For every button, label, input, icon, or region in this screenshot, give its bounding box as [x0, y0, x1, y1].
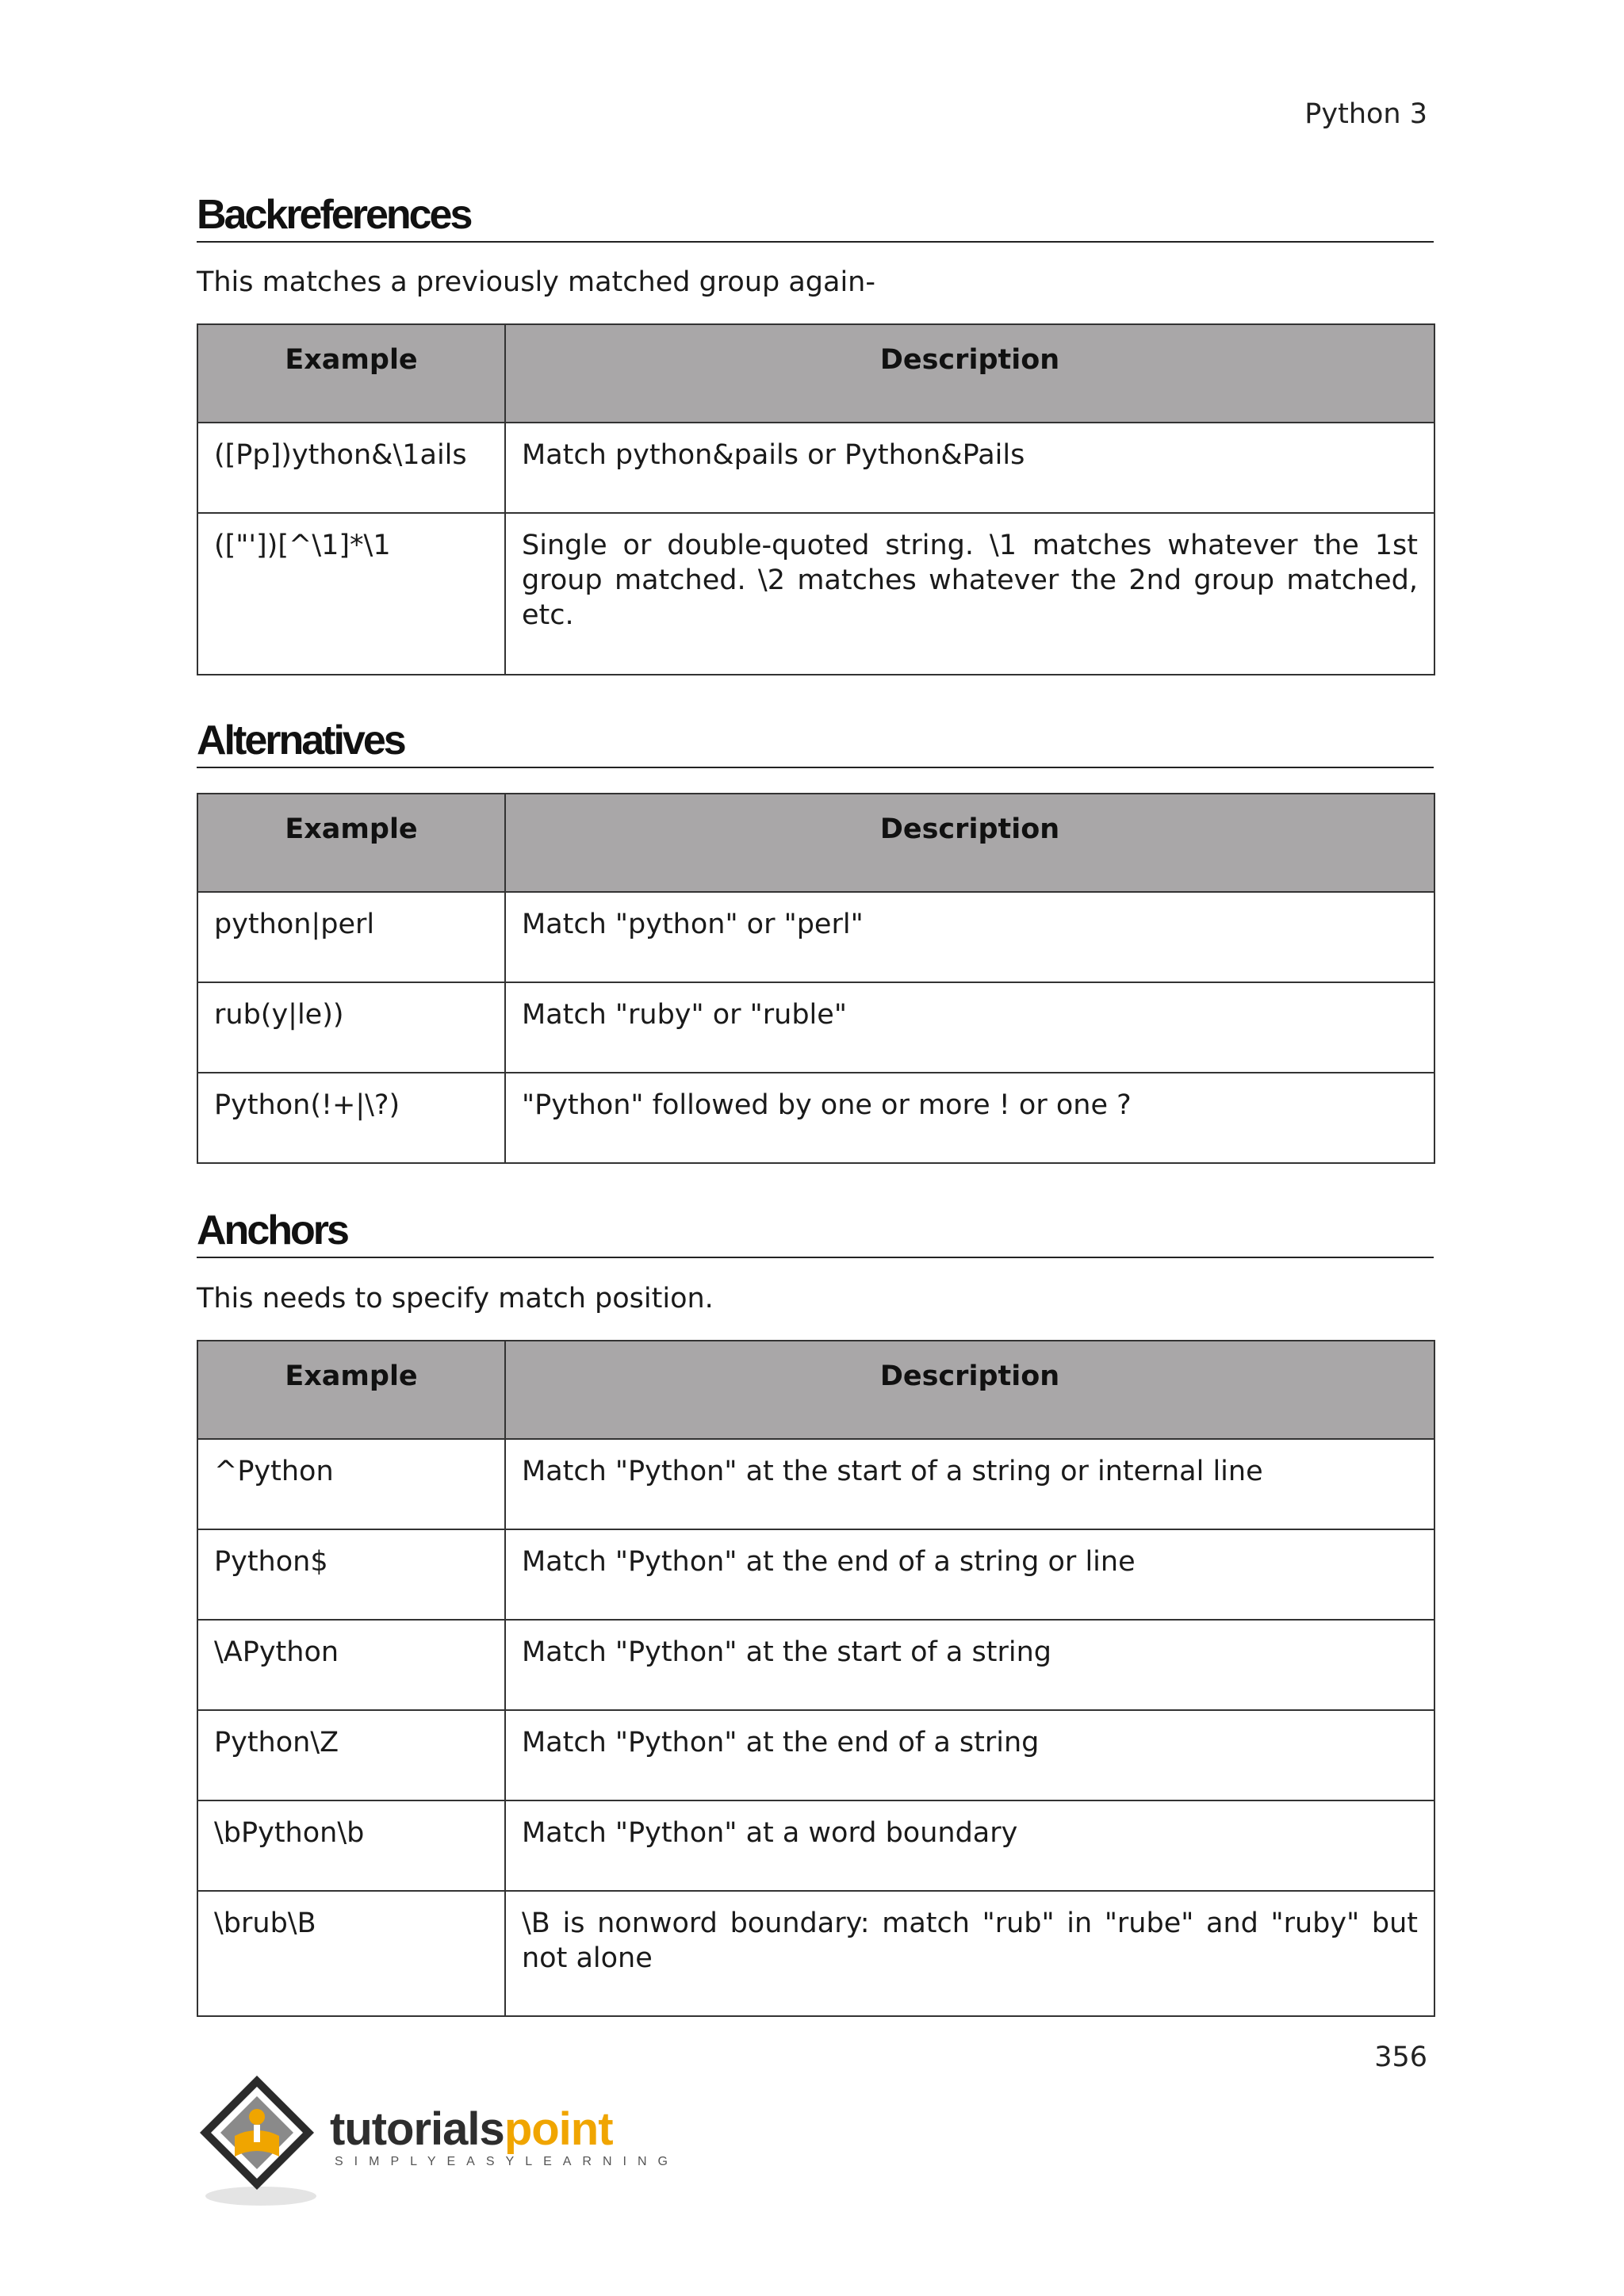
column-header-description: Description — [505, 794, 1434, 892]
example-cell: Python(!+|\?) — [197, 1073, 505, 1163]
table-row — [197, 1710, 1434, 1800]
section-intro-backreferences: This matches a previously matched group again- — [197, 266, 875, 298]
description-cell: Match "Python" at the end of a string — [505, 1710, 1434, 1800]
column-header-example: Example — [197, 794, 505, 892]
example-cell: rub(y|le)) — [197, 982, 505, 1073]
description-cell: Match python&pails or Python&Pails — [505, 423, 1434, 513]
logo-text-tutorials: tutorials — [330, 2103, 504, 2155]
section-heading-backreferences: Backreferences — [197, 192, 1434, 243]
table-row — [197, 423, 1434, 513]
table-header-row — [197, 324, 1434, 423]
column-header-example: Example — [197, 324, 505, 423]
description-cell: Match "Python" at a word boundary — [505, 1800, 1434, 1891]
page-number: 356 — [1374, 2042, 1427, 2073]
example-cell: \brub\B — [197, 1891, 505, 2016]
description-cell: Match "Python" at the start of a string — [505, 1620, 1434, 1710]
table-row — [197, 892, 1434, 982]
table-header-row — [197, 794, 1434, 892]
section-intro-anchors: This needs to specify match position. — [197, 1283, 714, 1314]
column-header-description: Description — [505, 1341, 1434, 1439]
table-row — [197, 1800, 1434, 1891]
backreferences-table — [197, 323, 1435, 675]
column-header-description: Description — [505, 324, 1434, 423]
table-row — [197, 513, 1434, 675]
alternatives-table — [197, 793, 1435, 1164]
description-cell: "Python" followed by one or more ! or one ? — [505, 1073, 1434, 1163]
description-cell: Match "Python" at the end of a string or line — [505, 1529, 1434, 1620]
section-heading-alternatives: Alternatives — [197, 718, 1434, 768]
description-cell: Match "python" or "perl" — [505, 892, 1434, 982]
column-header-example: Example — [197, 1341, 505, 1439]
logo-wordmark — [330, 2103, 613, 2156]
table-row — [197, 1529, 1434, 1620]
example-cell: \bPython\b — [197, 1800, 505, 1891]
table-row — [197, 1620, 1434, 1710]
description-cell: Match "ruby" or "ruble" — [505, 982, 1434, 1073]
anchors-table — [197, 1340, 1435, 2017]
example-cell: ^Python — [197, 1439, 505, 1529]
logo-tagline: SIMPLYEASYLEARNING — [335, 2155, 679, 2168]
description-cell: Single or double-quoted string. \1 matches whatever the 1st group matched. \2 matches whatever the 2nd group matched, etc. — [505, 513, 1434, 675]
logo-text-point: point — [504, 2103, 613, 2155]
example-cell: ([Pp])ython&\1ails — [197, 423, 505, 513]
example-cell: python|perl — [197, 892, 505, 982]
section-heading-anchors: Anchors — [197, 1207, 1434, 1258]
table-header-row — [197, 1341, 1434, 1439]
example-cell: Python$ — [197, 1529, 505, 1620]
description-cell: \B is nonword boundary: match "rub" in "rube" and "ruby" but not alone — [505, 1891, 1434, 2016]
logo-diamond-icon — [193, 2069, 336, 2212]
running-header: Python 3 — [1304, 98, 1427, 130]
example-cell: Python\Z — [197, 1710, 505, 1800]
description-cell: Match "Python" at the start of a string or internal line — [505, 1439, 1434, 1529]
tutorialspoint-logo — [193, 2069, 679, 2212]
table-row — [197, 1439, 1434, 1529]
table-row — [197, 1073, 1434, 1163]
table-row — [197, 982, 1434, 1073]
example-cell: (["'])[^\1]*\1 — [197, 513, 505, 675]
table-row — [197, 1891, 1434, 2016]
example-cell: \APython — [197, 1620, 505, 1710]
